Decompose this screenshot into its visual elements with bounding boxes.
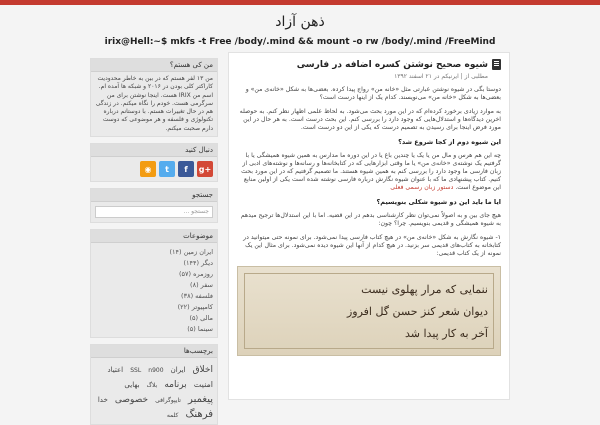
tag-link[interactable]: خدا xyxy=(97,396,108,405)
tag-link[interactable]: برنامه xyxy=(164,380,187,391)
post-subheading: ایا ما باید این دو شیوه شکلی بنویسیم؟ xyxy=(376,198,501,206)
tag-link[interactable]: امنیت xyxy=(193,380,213,390)
search-widget-title: جستجو xyxy=(91,189,217,202)
tag-link[interactable]: n900 xyxy=(148,367,164,375)
tag-link[interactable]: اخلاق xyxy=(192,365,213,376)
tag-link[interactable]: بلاگ xyxy=(146,382,158,390)
tags-widget xyxy=(90,344,218,425)
tag-link[interactable]: خصوصی xyxy=(114,395,149,406)
tag-link[interactable]: بهایی xyxy=(124,381,140,390)
tag-link[interactable]: پیغمبر xyxy=(188,394,213,406)
post-subheading: این شیوه دوم از کجا شروع شد؟ xyxy=(398,138,501,146)
search-widget xyxy=(90,188,218,223)
manuscript-line: آخر به کار پیدا شد xyxy=(405,327,488,340)
sidebar xyxy=(90,58,218,421)
search-input[interactable]: جستجو ... xyxy=(95,206,213,218)
facebook-icon[interactable]: f xyxy=(178,161,194,177)
google-plus-icon[interactable]: g+ xyxy=(197,161,213,177)
category-item[interactable]: ایران زمین (۱۴) xyxy=(169,247,213,256)
categories-widget-title: موضوعات xyxy=(91,230,217,243)
category-item[interactable]: مالی (۵) xyxy=(189,313,213,322)
post-header xyxy=(237,59,501,70)
tag-link[interactable]: اعتیاد xyxy=(107,366,124,375)
post-paragraph: هیچ جای بین و به اصولاً نمی‌توان نظر کارشناسی بدهم در این قضیه. اما با این استدلال‌ها ترجیح میدهم به شیوه همیشگی و قدیمی بنویسیم. چرا؟ چون: xyxy=(240,212,501,227)
follow-widget xyxy=(90,143,218,182)
about-widget-text: من ۱۳ لفر هستم که در بین به خاطر محدودیت کاراکتر کلی بودن در ۲۰۱۶ و شبکه ها آمده ام. اسم من IRIX هست. اینجا نوشتن برای من سرگرمی هست. خودم را نگاه میکنم. در زندگی هم در حال تغییرات هستم. با دوستانم درباره تکنولوژی و فلسفه و هر موضوعی که دوست دارم صحبت میکنم. xyxy=(95,75,213,132)
post-paragraph: ۱- شیوه نگارش به شکل «خانه‌ی من» در هیچ کتاب فارسی پیدا نمی‌شود. برای نمونه حتی میتوانید در کتابخانه به کتاب‌های قدیمی سر بزنید. در هیچ کدام از آنها این شیوه دیده نمی‌شود. برای مثال این یک نمونه از یک کتاب قدیمی: xyxy=(243,234,501,257)
post-paragraph-text: چه این هم هرس و مال من یا یک یا چندین باغ یا در این دوره ما مدارس به همین شیوه همیشگی یا با گرفتیم یک نوشته‌ی «خانه‌ی من» یا ما وقتی ابزارهایی که در کتابخانه‌ها و رسانه‌ها و نوشته‌های ادبی از زبان فارسی ما وجود دارد را بررسی کنم به همین شیوه هستند. ما تصمیم گرفتیم که در این مورد بحث کنیم. کتاب پیشنهادی ما که با عنوان شیوه نگارش درباره فارسی نوشته شده است یکی از اولین منابع این موضوع است. xyxy=(241,152,501,191)
follow-widget-title: دنبال کنید xyxy=(91,144,217,157)
category-item[interactable]: دیگر (۱۴۴) xyxy=(183,258,213,267)
category-item[interactable]: کامپیوتر (۲۲) xyxy=(177,302,213,311)
twitter-icon[interactable]: t xyxy=(159,161,175,177)
about-widget xyxy=(90,58,218,137)
tag-link[interactable]: ایران xyxy=(170,366,186,375)
document-icon xyxy=(492,59,501,70)
post-paragraph: به موارد زیادی برخورد کرده‌ام که در این مورد بحث می‌شود. به لحاظ علمی اظهار نظر کنم. به حوصله اخرین دیدگاه‌ها و استدلال‌هایی که وجود دارد را بررسی کنم. این بحث درست است. به هر حال در این مورد فرض اینجا برای رسیدن به تصمیم درست که یکی از این دو درست است. xyxy=(239,108,501,131)
categories-widget xyxy=(90,229,218,338)
category-list xyxy=(91,243,217,337)
category-item[interactable]: سینما (۵) xyxy=(187,324,213,333)
social-icons xyxy=(91,157,217,181)
tags-widget-title: برچسب‌ها xyxy=(91,345,217,358)
inline-link[interactable]: دستور زبان رسمی فعلی xyxy=(390,184,454,191)
about-widget-title: من کی هستم؟ xyxy=(91,59,217,72)
tag-cloud xyxy=(91,358,217,424)
post-paragraph: دوستا بگی در شیوه نوشتن عبارتی مثل «خانه من» رواج پیدا کرده. بعضی‌ها به شکل «خانه‌ی من» و بعضی‌ها به شکل «خانه من» می‌نویسند. کدام یک از اینها درست است؟ xyxy=(245,86,501,101)
tag-link[interactable]: تایپوگرافی xyxy=(155,397,181,405)
category-item[interactable]: روزمره (۵۷) xyxy=(178,269,213,278)
post-paragraph xyxy=(237,152,501,192)
site-title[interactable]: ذهن آزاد xyxy=(275,14,325,30)
tag-link[interactable]: کلمه xyxy=(166,412,179,420)
manuscript-line: دیوان شعر کنز حسن گل افروز xyxy=(346,305,488,318)
site-tagline: irix@Hell:~$ mkfs -t Free /body/.mind && mount -o rw /body/.mind /FreeMind xyxy=(104,37,496,47)
category-item[interactable]: سفر (۸) xyxy=(190,280,213,289)
manuscript-image xyxy=(237,266,501,356)
post-content xyxy=(228,52,510,400)
tag-link[interactable]: فرهنگ xyxy=(185,409,213,421)
post-meta: مطلبی از | ایرنیکم در ۲۱ اسفند ۱۳۹۲ xyxy=(394,73,488,80)
tag-link[interactable]: SSL xyxy=(130,367,142,375)
manuscript-line: ننمایی که مرار پهلوی نیست xyxy=(361,283,488,296)
rss-icon[interactable]: ◉ xyxy=(140,161,156,177)
post-title[interactable]: شیوه صحیح نوشتن کسره اضافه در فارسی xyxy=(296,59,488,70)
category-item[interactable]: فلسفه (۳۸) xyxy=(181,291,213,300)
